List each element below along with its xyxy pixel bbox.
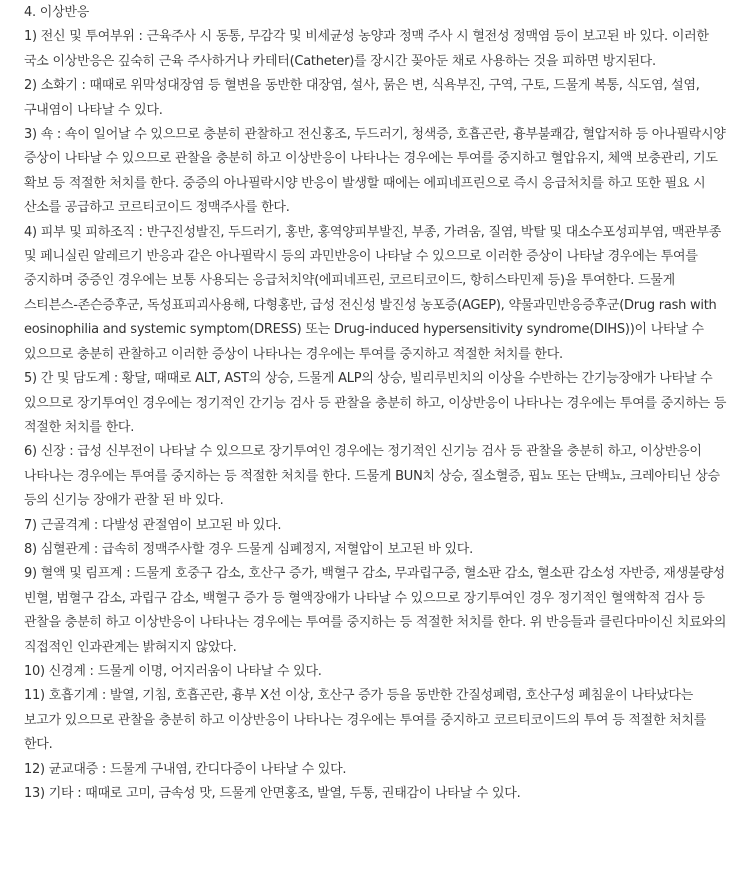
paragraph-musculoskeletal: 7) 근골격계 : 다발성 관절염이 보고된 바 있다. [24, 517, 282, 533]
paragraph-kidney: 6) 신장 : 급성 신부전이 나타날 수 있으므로 장기투여인 경우에는 정기적인 신기능 검사 등 관찰을 충분히 하고, 이상반응이 나타나는 경우에는 투여를 중지하는 등 적절한 처치를 한다. 드물게 BUN치 상승, 질소혈증, 핍뇨 또는 단백뇨, 크레아티닌 상승 등의 신기능 장애가 관찰 된 바 있다. [24, 444, 720, 509]
paragraph-other: 13) 기타 : 때때로 고미, 금속성 맛, 드물게 안면홍조, 발열, 두통, 권태감이 나타날 수 있다. [24, 786, 521, 801]
paragraph-general-injection-site: 1) 전신 및 투여부위 : 근육주사 시 동통, 무감각 및 비세균성 농양과 정맥 주사 시 혈전성 정맥염 등이 보고된 바 있다. 이러한 국소 이상반응은 깊숙히 근육 주사하거나 카테터(Catheter)를 장시간 꽂아둔 채로 사용하는 것을 피하면 방지된다. [24, 29, 709, 69]
paragraph-respiratory: 11) 호흡기계 : 발열, 기침, 호흡곤란, 흉부 X선 이상, 호산구 증가 등을 동반한 간질성폐렴, 호산구성 폐침윤이 나타났다는 보고가 있으므로 관찰을 충분히 하고 이상반응이 나타나는 경우에는 투여를 중지하고 코르티코이드의 투여 등 적절한 처치를 한다. [24, 688, 707, 753]
paragraph-cardiovascular: 8) 심혈관계 : 급속히 정맥주사할 경우 드물게 심폐정지, 저혈압이 보고된 바 있다. [24, 541, 473, 557]
paragraph-shock: 3) 쇽 : 쇽이 일어날 수 있으므로 충분히 관찰하고 전신홍조, 두드러기, 청색증, 호흡곤란, 흉부불쾌감, 혈압저하 등 아나필락시양 증상이 나타날 수 있으므로 관찰을 충분히 하고 이상반응이 나타나는 경우에는 투여를 중지하고 혈압유지, 체액 보충관리, 기도 확보 등 적절한 처치를 한다. 중증의 아나필락시양 반응이 발생할 때에는 에피네프린으로 즉시 응급처치를 하고 또한 필요 시 산소를 공급하고 코르티코이드 정맥주사를 한다. [24, 127, 726, 216]
paragraph-blood-lymph: 9) 혈액 및 림프계 : 드물게 호중구 감소, 호산구 증가, 백혈구 감소, 무과립구증, 혈소판 감소, 혈소판 감소성 자반증, 재생불량성 빈혈, 범혈구 감소, 과립구 감소, 백혈구 증가 등 혈액장애가 나타날 수 있으므로 장기투여인 경우 정기적인 혈액학적 검사 등 관찰을 충분히 하고 이상반응이 나타나는 경우에는 투여를 중지하는 등 적절한 처치를 한다. 위 반응들과 클린다마이신 치료와의 직접적인 인과관계는 밝혀지지 않았다. [24, 566, 727, 655]
section-heading: 4. 이상반응 [24, 5, 90, 20]
paragraph-nervous: 10) 신경계 : 드물게 이명, 어지러움이 나타날 수 있다. [24, 663, 322, 679]
paragraph-skin: 4) 피부 및 피하조직 : 반구진성발진, 두드러기, 홍반, 홍역양피부발진, 부종, 가려움, 질염, 박탈 및 대소수포성피부염, 맥관부종 및 페니실린 알레르기 반응과 같은 아나필락시 등의 과민반응이 나타날 수 있으므로 이러한 증상이 나타날 경우에는 투여를 중지하며 중증인 경우에는 보통 사용되는 응급처치약(에피네프린, 코르티코이드, 항히스타민제 등)을 투여한다. 드물게 스티븐스-존슨증후군, 독성표피괴사용해, 다형홍반, 급성 전신성 발진성 농포증(AGEP), 약물과민반응증후군(Drug rash with eosinophilia and systemic symptom(DRESS) 또는 Drug-induced hypersensitivity syndrome(DIHS))이 나타날 수 있으므로 충분히 관찰하고 이러한 증상이 나타나는 경우에는 투여를 중지하고 적절한 처치를 한다. [24, 224, 722, 362]
paragraph-digestive: 2) 소화기 : 때때로 위막성대장염 등 혈변을 동반한 대장염, 설사, 묽은 변, 식욕부진, 구역, 구토, 드물게 복통, 식도염, 설염, 구내염이 나타날 수 있다. [24, 78, 700, 118]
paragraph-superinfection: 12) 균교대증 : 드물게 구내염, 칸디다증이 나타날 수 있다. [24, 761, 347, 777]
paragraph-liver: 5) 간 및 담도계 : 황달, 때때로 ALT, AST의 상승, 드물게 ALP의 상승, 빌리루빈치의 이상을 수반하는 간기능장애가 나타날 수 있으므로 장기투여인 경우에는 정기적인 간기능 검사 등 관찰을 충분히 하고, 이상반응이 나타나는 경우에는 투여를 중지하는 등 적절한 처치를 한다. [24, 371, 727, 435]
